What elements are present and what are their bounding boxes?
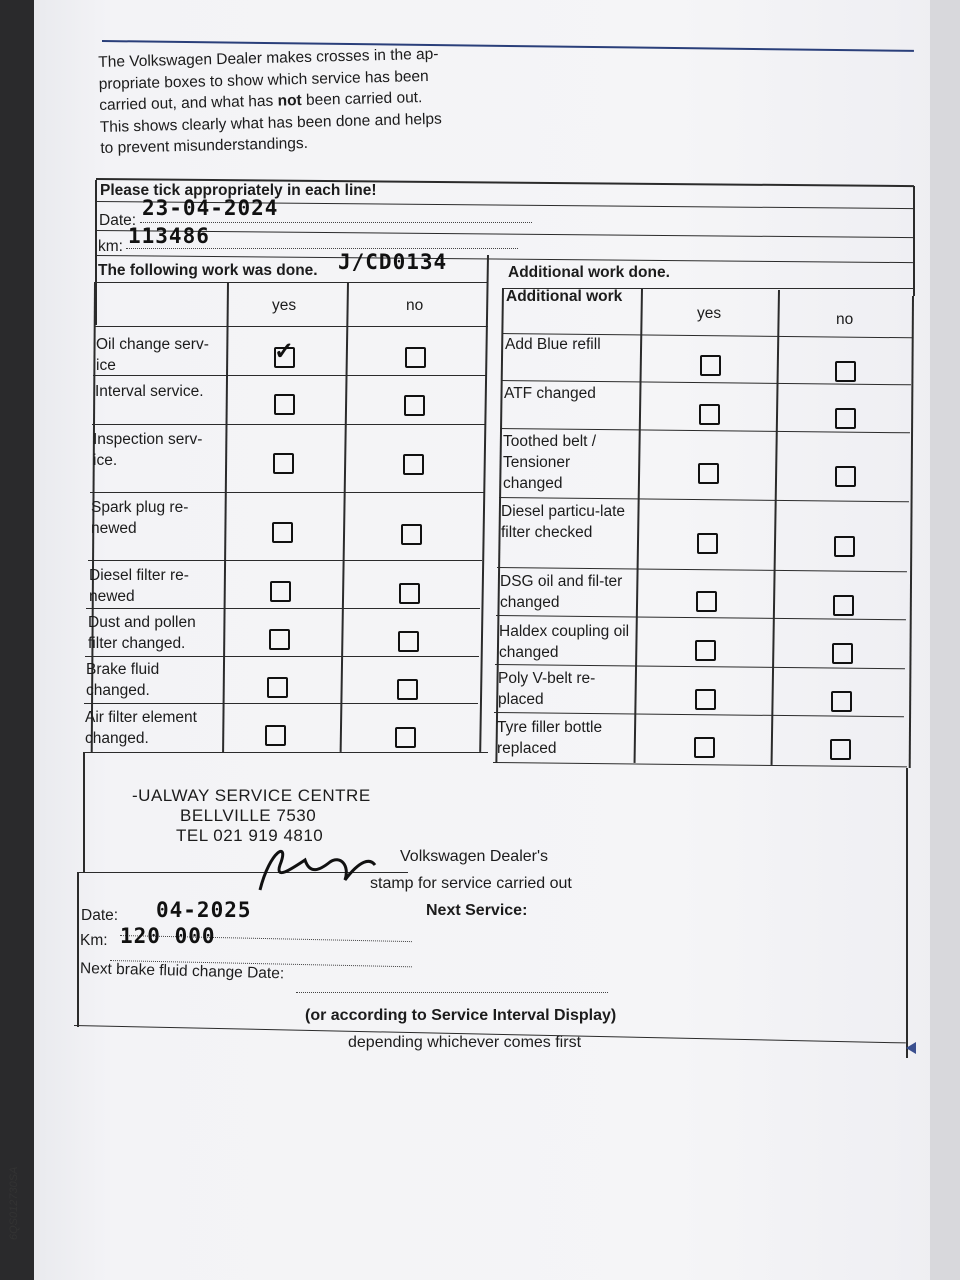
km-label: km: [98,238,123,255]
next-date-value: 04-2025 [156,898,252,922]
pollen-filter-no-checkbox[interactable] [398,631,419,652]
row-line [84,703,478,704]
left-row-label: Oil change serv-ice [96,336,209,374]
oil-change-yes-checkbox[interactable] [274,347,295,368]
spark-plug-no-checkbox[interactable] [401,524,422,545]
pollen-filter-yes-checkbox[interactable] [269,629,290,650]
poly-v-belt-yes-checkbox[interactable] [695,689,716,710]
row-line [493,762,907,768]
dpf-yes-checkbox[interactable] [697,533,718,554]
row-line [86,608,480,609]
inspection-service-yes-checkbox[interactable] [273,453,294,474]
row-line [94,326,488,327]
left-row-label: Spark plug re-newed [91,499,189,537]
row-line [83,752,488,753]
toothed-belt-no-checkbox[interactable] [835,466,856,487]
intro-line: to prevent misunderstandings. [100,134,309,157]
left-row-label: Inspection serv-ice. [93,431,203,469]
right-table-line [771,290,780,765]
col-yes-left: yes [272,297,297,314]
poly-v-belt-no-checkbox[interactable] [831,691,852,712]
intro-line: propriate boxes to show which service has been [98,67,429,93]
right-row-label: Add Blue refill [505,336,601,353]
row-line [95,282,488,283]
left-row-label: Interval service. [95,383,204,400]
lower-frame-line [906,768,908,1058]
dsg-oil-yes-checkbox[interactable] [696,591,717,612]
stamp-name: -UALWAY SERVICE CENTRE [132,786,371,805]
air-filter-yes-checkbox[interactable] [265,725,286,746]
left-row-label: Brake fluid changed. [86,661,160,699]
lower-frame-line [77,872,79,1027]
air-filter-no-checkbox[interactable] [395,727,416,748]
date-label: Date: [99,212,137,229]
tyre-filler-no-checkbox[interactable] [830,739,851,760]
left-table-line [222,282,228,752]
spark-plug-yes-checkbox[interactable] [272,522,293,543]
page-marker-icon [906,1042,916,1054]
lower-frame-line [83,752,85,872]
additional-header: Additional work done. [508,264,670,281]
date-dots [140,222,532,223]
left-table-line [340,282,349,752]
intro-line: The Volkswagen Dealer makes crosses in the ap- [98,45,439,71]
right-row-label: DSG oil and fil-ter changed [500,573,623,611]
haldex-yes-checkbox[interactable] [695,640,716,661]
job-number: J/CD0134 [338,250,448,274]
signature [250,840,380,900]
left-table-line [479,255,488,752]
km-dots [126,248,518,249]
dealer-stamp-line1: Volkswagen Dealer's [400,848,549,865]
right-row-label: ATF changed [504,385,596,402]
date-value: 23-04-2024 [142,196,279,220]
additional-work-col: Additional work [506,288,623,305]
row-line [90,492,484,493]
brake-fluid-no-checkbox[interactable] [397,679,418,700]
adblue-no-checkbox[interactable] [835,361,856,382]
km-value: 113486 [128,224,210,248]
next-service-title: Next Service: [426,902,528,919]
adblue-yes-checkbox[interactable] [700,355,721,376]
interval-service-no-checkbox[interactable] [404,395,425,416]
atf-yes-checkbox[interactable] [699,404,720,425]
interval-note-bold: (or according to Service Interval Display) [305,1007,617,1024]
stamp-tel: TEL 021 919 4810 [176,826,324,845]
diesel-filter-no-checkbox[interactable] [399,583,420,604]
col-no-right: no [836,311,854,328]
atf-no-checkbox[interactable] [835,408,856,429]
stamp-city: BELLVILLE 7530 [180,806,317,825]
form-header: Please tick appropriately in each line! [100,182,377,199]
dpf-no-checkbox[interactable] [834,536,855,557]
next-km-value: 120 000 [120,924,216,948]
form-code: 6QS012730SA [8,1166,20,1240]
brake-fluid-label: Next brake fluid change Date: [79,960,285,983]
left-row-label: Dust and pollen filter changed. [88,614,196,652]
intro-line: This shows clearly what has been done and helps [99,110,443,136]
right-row-label: Tyre filler bottle replaced [497,719,603,757]
intro-line: carried out, and what has not been carried out. [99,89,423,114]
haldex-no-checkbox[interactable] [832,643,853,664]
col-no-left: no [406,297,424,314]
row-line [96,230,914,238]
form-right-line [913,186,915,296]
right-row-label: Haldex coupling oil changed [499,623,630,661]
inspection-service-no-checkbox[interactable] [403,454,424,475]
right-row-label: Diesel particu-late filter checked [501,503,626,541]
tyre-filler-yes-checkbox[interactable] [694,737,715,758]
right-row-label: Poly V-belt re-placed [498,670,596,708]
right-row-label: Toothed belt / Tensioner changed [503,433,597,492]
right-table-line [909,296,914,768]
toothed-belt-yes-checkbox[interactable] [698,463,719,484]
oil-change-no-checkbox[interactable] [405,347,426,368]
dealer-stamp-line2: stamp for service carried out [370,875,572,892]
diesel-filter-yes-checkbox[interactable] [270,581,291,602]
brake-fluid-dots [296,992,608,993]
brake-fluid-yes-checkbox[interactable] [267,677,288,698]
dsg-oil-no-checkbox[interactable] [833,595,854,616]
interval-note: depending whichever comes first [348,1034,582,1051]
next-km-label: Km: [80,932,108,949]
interval-service-yes-checkbox[interactable] [274,394,295,415]
row-line [88,560,482,561]
row-line [85,656,479,657]
next-date-label: Date: [81,907,119,924]
left-row-label: Air filter element changed. [85,709,197,747]
row-line [92,424,486,425]
right-table-line [634,288,643,763]
work-done-label: The following work was done. [98,262,318,279]
left-row-label: Diesel filter re-newed [89,567,189,605]
col-yes-right: yes [697,305,722,322]
